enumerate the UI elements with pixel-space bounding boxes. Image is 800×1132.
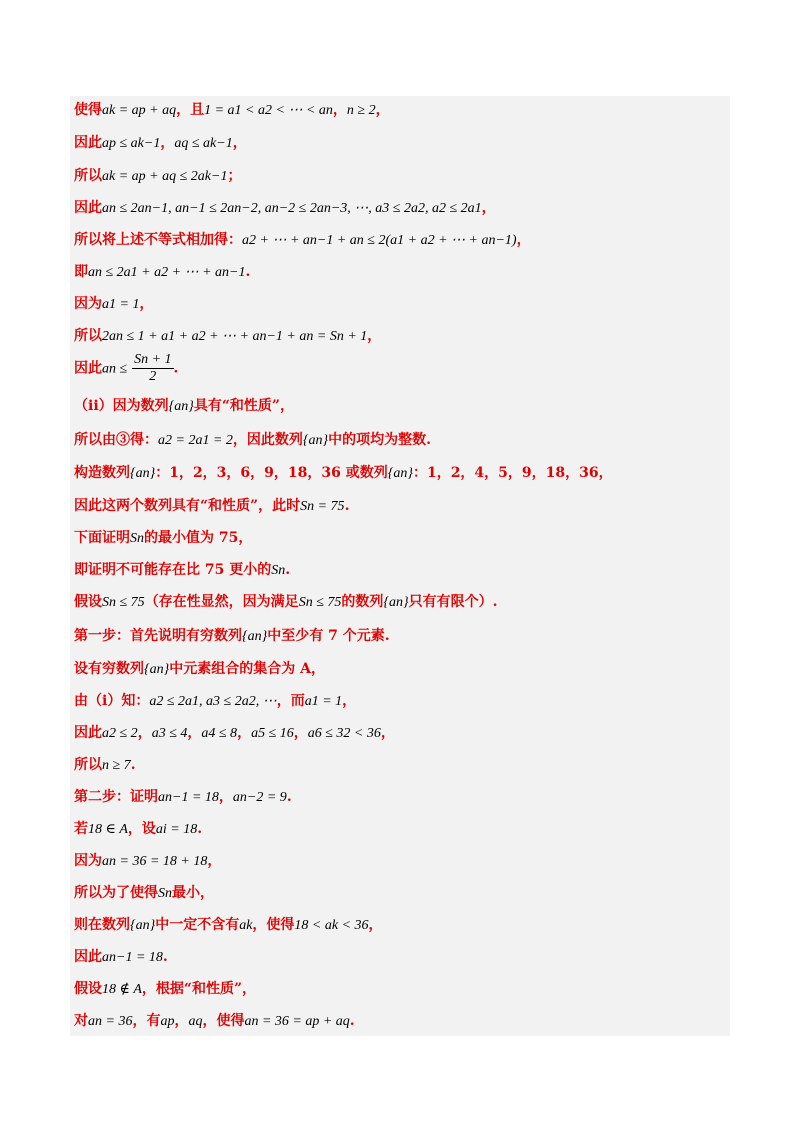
text: ， [293,725,308,741]
text: ， [160,135,175,151]
text: . [349,1013,355,1029]
text: ， [332,102,347,118]
text-line-22 [74,787,292,808]
formula: ap ≤ ak−1 [102,136,161,151]
text-line-25 [74,883,214,904]
text: ，根据“和性质”， [141,981,257,997]
text: ，设 [127,821,156,837]
text: 第二步：证明 [74,789,158,805]
formula: n ≥ 7 [102,758,131,773]
formula: aq [188,1014,203,1029]
text: ， [380,725,395,741]
formula: Sn ≤ 75 [102,595,145,610]
text: . [344,498,350,514]
formula: a1 = 1 [304,694,343,709]
text: ， [187,725,202,741]
text: 若 [74,821,88,837]
text: 因为 [74,296,102,312]
formula: {an} [387,466,413,481]
text-line-5 [74,230,531,251]
text-line-10 [74,396,294,417]
text: 中至少有 7 个元素. [267,628,390,644]
formula: an = 36 [88,1014,133,1029]
formula: an = 36 = 18 + 18 [102,854,208,869]
text: ， [237,725,252,741]
formula: Sn [271,563,286,578]
text: ， [516,232,531,248]
text-line-20 [74,723,395,744]
text-line-14 [74,528,252,549]
formula: an−1 = 18 [102,950,163,965]
text: 具有“和性质”， [193,398,294,414]
text-line-17 [74,626,390,647]
text-line-3 [74,166,241,187]
formula: an−2 = 9 [232,790,287,805]
text-line-12 [74,463,613,484]
formula: a2 + ⋯ + an−1 + an ≤ 2(a1 + a2 + ⋯ + an−1) [242,233,517,248]
text-line-26 [74,915,383,936]
fraction [132,352,173,385]
text: 所以为了使得 [74,885,158,901]
text: （ii）因为数列 [74,398,169,414]
formula: {an} [144,662,170,677]
text: 中一定不含有 [155,917,240,933]
formula: 1 = a1 < a2 < ⋯ < an [204,103,333,118]
text: 所以 [74,168,102,184]
text: ，因此数列 [232,432,303,448]
text: 构造数列 [74,465,130,481]
text: 假设 [74,594,102,610]
text: ，而 [276,693,305,709]
text: 因为 [74,853,102,869]
text: ， [368,917,383,933]
text: ， [342,693,357,709]
text-line-27 [74,947,168,968]
formula: an−1 = 18 [158,790,219,805]
formula: ap [160,1014,175,1029]
text: ； [227,168,242,184]
text: 所以将上述不等式相加得： [74,232,242,248]
formula: an ≤ 2a1 + a2 + ⋯ + an−1 [88,265,246,280]
text-line-24 [74,851,221,872]
text: 因此 [74,360,102,377]
formula: a3 ≤ 4 [151,726,188,741]
formula: ak = ap + aq [102,103,177,118]
text: . [245,264,251,280]
text: ， [174,1013,189,1029]
text-line-11 [74,430,431,451]
formula: Sn = 75 [300,499,345,514]
text-line-15 [74,560,290,581]
formula: 2an ≤ 1 + a1 + a2 + ⋯ + an−1 + an = Sn + 1 [102,329,368,344]
text: . [130,757,136,773]
formula: {an} [130,466,156,481]
text-line-16 [74,592,497,613]
text-line-21 [74,755,136,776]
text: 所以由③得： [74,432,158,448]
text-line-29 [74,1011,355,1032]
text: 所以 [74,328,102,344]
text: 由（i）知： [74,693,150,709]
text: . [197,821,203,837]
text: ， [367,328,382,344]
text-line-28 [74,979,256,1000]
formula: {an} [168,399,194,414]
formula: Sn [158,886,172,901]
text: 因此 [74,135,102,151]
text: ：1，2，4，5，9，18，36， [412,465,613,481]
text: . [286,789,292,805]
formula: a1 = 1 [102,297,140,312]
text-line-9 [74,352,178,386]
text: 设有穷数列 [74,661,144,677]
formula: aq ≤ ak−1 [174,136,233,151]
text: 假设 [74,981,102,997]
text-line-13 [74,496,349,517]
text-line-18 [74,659,325,680]
text: 只有有限个）. [408,594,498,610]
text: . [173,360,179,377]
text: . [285,562,291,578]
text: 则在数列 [74,917,130,933]
text: ， [218,789,233,805]
text: 第一步：首先说明有穷数列 [74,628,242,644]
formula: an = 36 = ap + aq [244,1014,350,1029]
text: 因此 [74,200,102,216]
text: ， [139,296,154,312]
formula: a2 ≤ 2 [102,726,138,741]
formula: an ≤ [102,361,128,377]
text: 所以 [74,757,102,773]
text-line-23 [74,819,202,840]
text-line-2 [74,133,247,154]
text: 因此 [74,949,102,965]
formula: {an} [130,918,156,933]
text: 下面证明 [74,530,130,546]
text: 因此 [74,725,102,741]
text: ，使得 [202,1013,245,1029]
formula: a5 ≤ 16 [251,726,294,741]
text: ，使得 [252,917,295,933]
text-line-1 [74,100,390,121]
fraction-numerator: Sn + 1 [134,352,172,367]
formula: a6 ≤ 32 < 36 [307,726,381,741]
text: 最小， [172,885,214,901]
text: ， [232,135,247,151]
text-line-4 [74,198,496,219]
formula: ak = ap + aq ≤ 2ak−1 [102,169,228,184]
text: （存在性显然，因为满足 [144,594,299,610]
text-line-8 [74,326,381,347]
fraction-denominator: 2 [149,369,157,384]
text: 的数列 [341,594,384,610]
formula: {an} [383,595,409,610]
formula: a2 = 2a1 = 2 [158,433,233,448]
text: ，且 [176,102,205,118]
formula: {an} [242,629,268,644]
text: 即证明不可能存在比 75 更小的 [74,562,272,578]
formula: Sn [130,531,144,546]
text-line-6 [74,262,250,283]
formula: a2 ≤ 2a1, a3 ≤ 2a2, ⋯ [149,694,277,709]
text: 使得 [74,102,102,118]
text: . [162,949,168,965]
formula: ai = 18 [155,822,198,837]
formula: 18 ∉ A [102,982,142,997]
text: ，有 [132,1013,161,1029]
formula: Sn ≤ 75 [298,595,342,610]
formula: an ≤ 2an−1, an−1 ≤ 2an−2, an−2 ≤ 2an−3, ⋯, a3 ≤ 2a2, a2 ≤ 2a1 [102,201,482,216]
formula: n ≥ 2 [346,103,376,118]
text: ， [375,102,390,118]
formula: ak [239,918,253,933]
formula: 18 ∈ A [88,822,128,837]
text: 中元素组合的集合为 A， [169,661,325,677]
text: ， [207,853,222,869]
text-line-19 [74,691,356,712]
formula: 18 < ak < 36 [294,918,369,933]
text: ：1，2，3，6，9，18，36 或数列 [155,465,388,481]
text: 中的项均为整数. [328,432,431,448]
text: ， [137,725,152,741]
text: 因此这两个数列具有“和性质”，此时 [74,498,301,514]
text: ， [481,200,496,216]
text: 对 [74,1013,88,1029]
text: 即 [74,264,88,280]
text-line-7 [74,294,153,315]
text: 的最小值为 75， [144,530,253,546]
formula: {an} [302,433,329,448]
formula: a4 ≤ 8 [201,726,238,741]
